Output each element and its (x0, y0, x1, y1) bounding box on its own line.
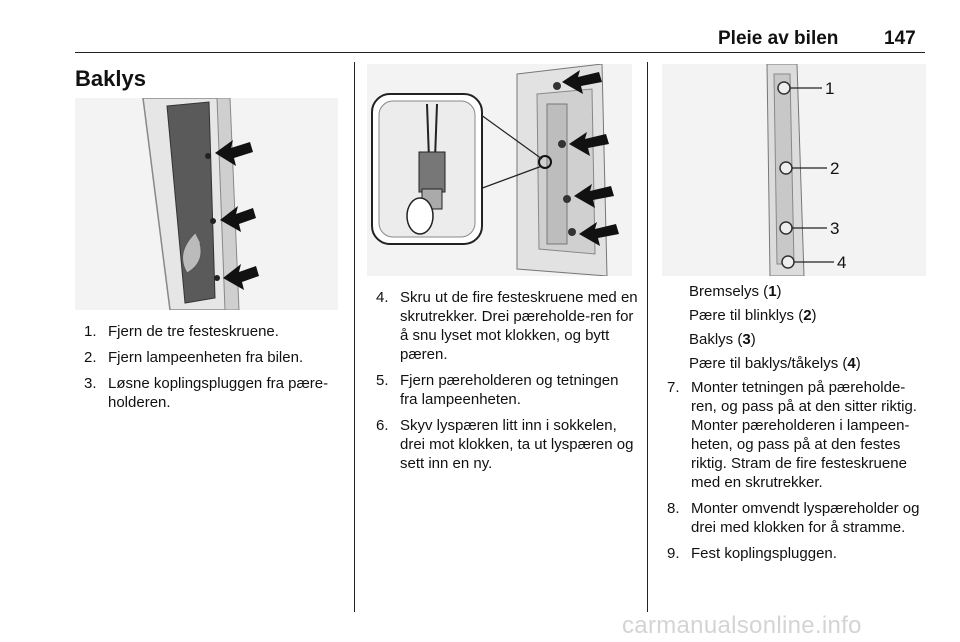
figure-lamp-removal (75, 98, 338, 310)
steps-list-2 (376, 288, 638, 480)
step-item: 4. Skru ut de fire festeskruene med en skrutrekker. Drei pæreholde-ren for å snu lyset mot klokken, og bytt pæren. (376, 289, 638, 363)
steps-list-1 (84, 322, 346, 419)
step-item: 6. Skyv lyspæren litt inn i sokkelen, drei mot klokken, ta ut lyspæren og sett inn en ny. (376, 417, 634, 472)
callout-label: 4 (837, 253, 847, 272)
step-item: 5. Fjern pæreholderen og tetningen fra lampeenheten. (376, 372, 619, 408)
step-item: 2. Fjern lampeenheten fra bilen. (84, 349, 304, 366)
bulb-legend (689, 282, 861, 378)
header-rule (75, 52, 925, 53)
watermark: carmanualsonline.info (622, 612, 862, 639)
column-divider (647, 62, 648, 612)
step-item: 3. Løsne koplingspluggen fra pære- holderen. (84, 375, 329, 411)
callout-label: 2 (830, 159, 840, 178)
step-item: 1. Fjern de tre festeskruene. (84, 323, 279, 340)
page-number: 147 (884, 28, 916, 49)
callout-label: 3 (830, 219, 840, 238)
legend-item: Pære til blinklys (2) (689, 307, 817, 324)
legend-item: Pære til baklys/tåkelys (4) (689, 355, 861, 372)
step-item: 9. Fest koplingspluggen. (667, 545, 837, 562)
section-title: Baklys (75, 66, 146, 91)
figure-bulb-holder (367, 64, 632, 276)
header-title: Pleie av bilen (718, 28, 839, 49)
legend-item: Baklys (3) (689, 331, 756, 348)
column-divider (354, 62, 355, 612)
steps-list-3 (667, 378, 929, 570)
step-item: 7. Monter tetningen på pæreholde-ren, og pass på at den sitter riktig. Monter pæreholderen i lampeen-heten, og pass på at den festes riktig. Stram de fire festeskruene med en skrutrekker. (667, 379, 917, 491)
figure-bulb-positions (662, 64, 926, 276)
step-item: 8. Monter omvendt lyspæreholder og drei med klokken for å stramme. (667, 500, 920, 536)
legend-item: Bremselys (1) (689, 283, 782, 300)
callout-label: 1 (825, 79, 835, 98)
